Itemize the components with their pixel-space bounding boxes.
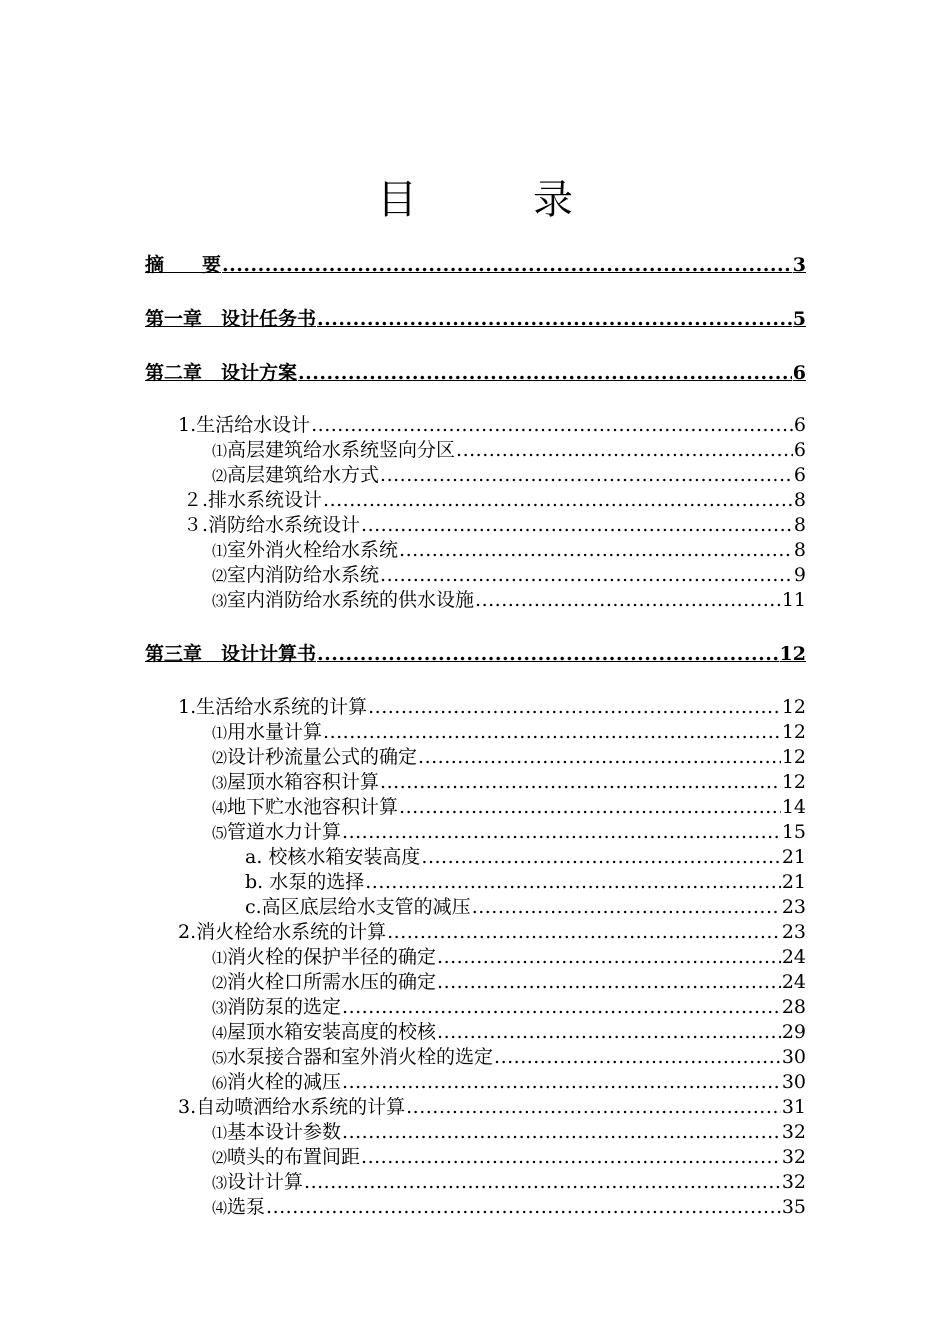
toc-page: 11: [781, 589, 806, 611]
toc-number: ⑶: [212, 999, 228, 1017]
toc-leader: [304, 1170, 781, 1195]
toc-entry[interactable]: [212, 1020, 806, 1045]
toc-leader: [380, 563, 793, 588]
toc-leader: [342, 1120, 781, 1145]
toc-page: 32: [781, 1171, 806, 1193]
toc-entry[interactable]: [212, 1045, 806, 1070]
toc-leader: [399, 538, 793, 563]
toc-entry[interactable]: [178, 1095, 806, 1120]
toc-entry[interactable]: [212, 795, 806, 820]
toc-label: 2.消火栓给水系统的计算: [178, 921, 387, 943]
toc-leader: [387, 920, 781, 945]
toc-page: 35: [781, 1196, 806, 1218]
toc-number: ⑵: [212, 567, 228, 585]
toc-leader: [342, 995, 781, 1020]
toc-number: ⑵: [212, 749, 228, 767]
toc-entry[interactable]: [212, 720, 806, 745]
toc-leader: [323, 488, 793, 513]
toc-entry[interactable]: [212, 1195, 806, 1220]
toc-label: 第三章 设计计算书: [145, 643, 317, 665]
toc-label: 地下贮水池容积计算: [227, 796, 399, 818]
toc-label: 高层建筑给水方式: [227, 464, 380, 486]
toc-label: 第二章 设计方案: [145, 362, 298, 384]
toc-number: ⑷: [212, 799, 228, 817]
toc-page: 28: [781, 996, 806, 1018]
toc-number: ⑴: [212, 1124, 228, 1142]
toc-label: 消火栓口所需水压的确定: [227, 971, 437, 993]
toc-chapter-3[interactable]: [145, 642, 806, 667]
toc-page: 6: [792, 362, 806, 384]
toc-leader: [437, 1020, 781, 1045]
toc-label: 设计秒流量公式的确定: [227, 746, 418, 768]
toc-leader: [342, 820, 781, 845]
toc-leader: [368, 695, 781, 720]
toc-chapter-abstract[interactable]: [145, 253, 806, 278]
toc-leader: [406, 1095, 781, 1120]
toc-page: 30: [781, 1046, 806, 1068]
toc-label: 1.生活给水设计: [178, 414, 311, 436]
toc-leader: [456, 438, 793, 463]
toc-page: 15: [781, 821, 806, 843]
toc-page: 31: [781, 1096, 806, 1118]
toc-page: 24: [781, 946, 806, 968]
toc-number: ⑷: [212, 1024, 228, 1042]
toc-leader: [475, 588, 781, 613]
toc-entry[interactable]: [212, 588, 806, 613]
toc-page: 12: [781, 696, 806, 718]
toc-entry[interactable]: [212, 745, 806, 770]
toc-entry[interactable]: [183, 513, 806, 538]
toc-label: 室外消火栓给水系统: [227, 539, 399, 561]
toc-number: ⑶: [212, 1174, 228, 1192]
toc-leader: [399, 795, 781, 820]
toc-page: 32: [781, 1121, 806, 1143]
toc-leader: [494, 1045, 781, 1070]
toc-page: 12: [781, 746, 806, 768]
toc-label: 基本设计参数: [227, 1121, 342, 1143]
toc-page: 21: [781, 871, 806, 893]
toc-label: 用水量计算: [227, 721, 323, 743]
toc-label: 室内消防给水系统的供水设施: [227, 589, 475, 611]
toc-entry[interactable]: [212, 970, 806, 995]
toc-entry[interactable]: [245, 845, 806, 870]
toc-label: ３.消防给水系统设计: [183, 514, 361, 536]
toc-leader: [418, 745, 781, 770]
toc-page: 12: [781, 721, 806, 743]
toc-label: 高层建筑给水系统竖向分区: [227, 439, 456, 461]
toc-number: ⑵: [212, 1149, 228, 1167]
toc-label: b. 水泵的选择: [245, 871, 365, 893]
toc-label: 水泵接合器和室外消火栓的选定: [227, 1046, 494, 1068]
toc-label: 摘 要: [145, 254, 222, 276]
toc-leader: [266, 1195, 781, 1220]
toc-number: ⑸: [212, 824, 228, 842]
toc-number: ⑴: [212, 542, 228, 560]
toc-entry[interactable]: [212, 463, 806, 488]
toc-label: 消火栓的减压: [227, 1071, 342, 1093]
toc-entry[interactable]: [212, 1070, 806, 1095]
toc-entry[interactable]: [212, 995, 806, 1020]
toc-label: 屋顶水箱容积计算: [227, 771, 380, 793]
toc-label: 选泵: [227, 1196, 266, 1218]
toc-leader: [380, 463, 793, 488]
toc-entry[interactable]: [212, 1120, 806, 1145]
toc-label: 设计计算: [227, 1171, 304, 1193]
toc-leader: [365, 870, 781, 895]
toc-leader: [222, 253, 792, 278]
toc-number: ⑹: [212, 1074, 228, 1092]
toc-leader: [317, 307, 792, 332]
toc-page: 3: [792, 254, 806, 276]
toc-label: 管道水力计算: [227, 821, 342, 843]
toc-number: ⑷: [212, 1199, 228, 1217]
toc-leader: [421, 845, 780, 870]
page-title: 目 录: [377, 177, 611, 223]
toc-page: 29: [781, 1021, 806, 1043]
toc-entry[interactable]: [245, 870, 806, 895]
toc-chapter-2[interactable]: [145, 361, 806, 386]
toc-page: 8: [793, 539, 806, 561]
toc-entry[interactable]: [245, 895, 806, 920]
toc-number: ⑶: [212, 774, 228, 792]
toc-leader: [472, 895, 781, 920]
toc-label: 喷头的布置间距: [227, 1146, 361, 1168]
toc-entry[interactable]: [212, 538, 806, 563]
toc-entry[interactable]: [212, 770, 806, 795]
toc-label: 第一章 设计任务书: [145, 308, 317, 330]
toc-page: 21: [781, 846, 806, 868]
toc-number: ⑴: [212, 724, 228, 742]
toc-leader: [311, 413, 793, 438]
toc-label: 消火栓的保护半径的确定: [227, 946, 437, 968]
toc-leader: [380, 770, 781, 795]
toc-page: 12: [779, 643, 806, 665]
toc-chapter-1[interactable]: [145, 307, 806, 332]
toc-label: 1.生活给水系统的计算: [178, 696, 368, 718]
toc-entry[interactable]: [212, 1170, 806, 1195]
toc-label: 室内消防给水系统: [227, 564, 380, 586]
toc-number: ⑴: [212, 442, 228, 460]
toc-number: ⑴: [212, 949, 228, 967]
toc-leader: [437, 945, 781, 970]
toc-number: ⑸: [212, 1049, 228, 1067]
toc-label: 屋顶水箱安装高度的校核: [227, 1021, 437, 1043]
toc-leader: [437, 970, 781, 995]
toc-label: 3.自动喷洒给水系统的计算: [178, 1096, 406, 1118]
toc-leader: [361, 513, 793, 538]
toc-leader: [361, 1145, 781, 1170]
toc-page: 12: [781, 771, 806, 793]
toc-entry[interactable]: [178, 413, 806, 438]
toc-page: 8: [793, 489, 806, 511]
toc-page: 6: [793, 439, 806, 461]
toc-leader: [342, 1070, 781, 1095]
toc-page: 24: [781, 971, 806, 993]
toc-page: 23: [781, 921, 806, 943]
toc-leader: [317, 642, 779, 667]
toc-entry[interactable]: [212, 563, 806, 588]
toc-page: 8: [793, 514, 806, 536]
toc-entry[interactable]: [212, 438, 806, 463]
toc-leader: [323, 720, 781, 745]
toc-label: ２.排水系统设计: [183, 489, 323, 511]
toc-entry[interactable]: [212, 820, 806, 845]
toc-page: 6: [793, 414, 806, 436]
toc-page: 5: [792, 308, 806, 330]
toc-entry[interactable]: [183, 488, 806, 513]
toc-number: ⑶: [212, 592, 228, 610]
toc-label: a. 校核水箱安装高度: [245, 846, 421, 868]
toc-page: 23: [781, 896, 806, 918]
toc-leader: [298, 361, 792, 386]
toc-page: 6: [793, 464, 806, 486]
toc-entry[interactable]: [178, 920, 806, 945]
toc-entry[interactable]: [212, 945, 806, 970]
toc-page: 32: [781, 1146, 806, 1168]
toc-number: ⑵: [212, 974, 228, 992]
toc-label: 消防泵的选定: [227, 996, 342, 1018]
toc-page: 9: [793, 564, 806, 586]
toc-number: ⑵: [212, 467, 228, 485]
toc-entry[interactable]: [178, 695, 806, 720]
toc-page: 30: [781, 1071, 806, 1093]
toc-label: c.高区底层给水支管的减压: [245, 896, 471, 918]
toc-page: 14: [781, 796, 806, 818]
toc-entry[interactable]: [212, 1145, 806, 1170]
